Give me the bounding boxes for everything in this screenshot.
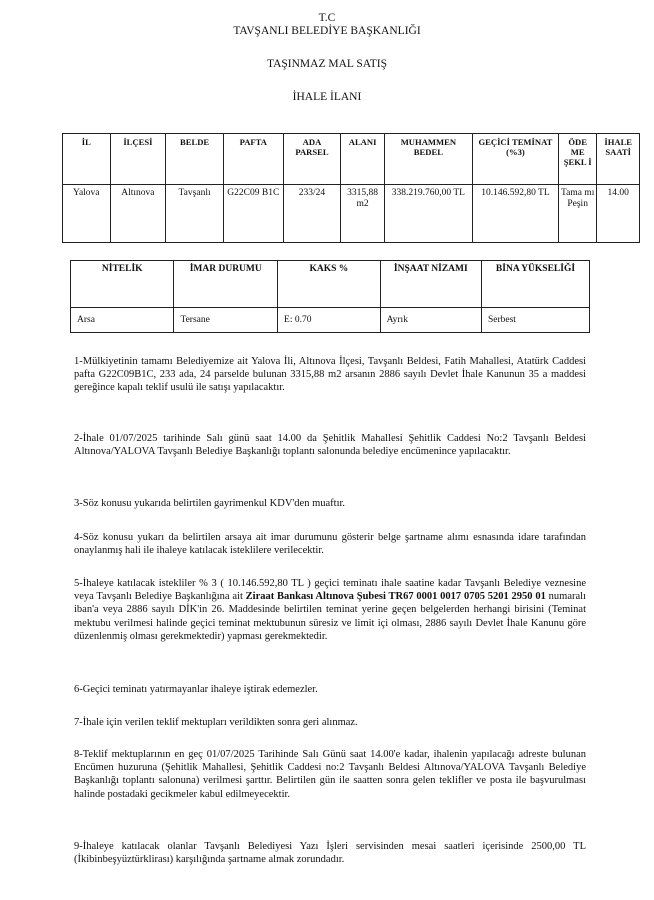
paragraph-6: 6-Geçici teminatı yatırmayanlar ihaleye iştirak edemezler. [74,684,318,695]
paragraph-9: 9-İhaleye katılacak olanlar Tavşanlı Belediyesi Yazı İşleri servisinden mesai saatleri içerisinde 2500,00 TL (İkibinbeşyüztürklirası) karşılığında şartname almak zorundadır. [74,841,586,866]
header-tc: T.C [318,12,336,24]
cell-insaat-nizami: Ayrık [380,308,481,333]
cell-muhammen-bedel: 338.219.760,00 TL [384,185,472,243]
cell-ihale-saati: 14.00 [597,185,640,243]
col-ada-parsel: ADA PARSEL [283,134,341,185]
table-row [71,308,590,333]
cell-odeme-sekli: Tama mı Peşin [558,185,596,243]
paragraph-2: 2-İhale 01/07/2025 tarihinde Salı günü saat 14.00 da Şehitlik Mahallesi Şehitlik Caddesi No:2 Tavşanlı Beldesi Altınova/YALOVA Tavşanlı Belediye Başkanlığı toplantı salonunda belediye encümenince yapılacaktır. [74,433,586,458]
cell-belde: Tavşanlı [166,185,224,243]
paragraph-8: 8-Teklif mektuplarının en geç 01/07/2025 Tarihinde Salı Günü saat 14.00'e kadar, ihalenin yapılacağı adreste bulunan Encümen huzuruna (Şehitlik Mahallesi, Şehitlik Caddesi no:2 Tavşanlı Beldesi Altınova/YALOVA Tavşanlı Belediye Başkanlığı toplantı salonuna) verilmesi şarttır. Belirtilen gün ile saatten sonra gelen teklifler ve posta ile başvurulması halinde postadaki gecikmeler kabul edilmeyecektir. [74,749,586,800]
paragraph-3: 3-Söz konusu yukarıda belirtilen gayrimenkul KDV'den muaftır. [74,498,346,509]
col-odeme-sekli: ÖDE ME ŞEKL İ [558,134,596,185]
cell-alani: 3315,88 m2 [341,185,385,243]
header-announcement: İHALE İLANI [292,91,362,103]
zoning-table [70,260,590,333]
col-belde: BELDE [166,134,224,185]
cell-bina-yuksekligi: Serbest [481,308,589,333]
paragraph-5-part-1: 5-İhaleye katılacak istekliler % 3 ( 10.146.592,80 TL ) geçici teminatı ihale saatine kadar Tavşanlı Belediye veznesine veya Tavşanlı Belediye Başkanlığına ait [74,578,586,603]
property-table-header-row [63,134,640,185]
cell-imar-durumu: Tersane [174,308,278,333]
cell-nitelik: Arsa [71,308,174,333]
bank-account-info: Ziraat Bankası Altınova Şubesi TR67 0001 0017 0705 5201 2950 01 [245,591,546,603]
col-alani: ALANI [341,134,385,185]
paragraph-5 [74,577,586,643]
col-il: İL [63,134,111,185]
cell-il: Yalova [63,185,111,243]
paragraph-7: 7-İhale için verilen teklif mektupları verildikten sonra geri alınmaz. [74,717,358,728]
col-imar-durumu: İMAR DURUMU [174,261,278,308]
col-kaks: KAKS % [278,261,381,308]
property-table [62,133,640,243]
zoning-table-header-row [71,261,590,308]
paragraph-5-part-2: numaralı iban'a veya 2886 sayılı DİK'in 26. Maddesinde belirtilen teminat yerine geçen belgelerden herhangi birisini (Teminat mektubu verilmesi halinde geçici teminat mektubunun süresiz ve limit içi olması, 2886 sayılı Devlet İhale Kanunu göre düzenlenmiş olması gerekmektedir) yapması gerekmektedir. [74,591,586,642]
col-ilce: İLÇESİ [110,134,166,185]
cell-gecici-teminat: 10.146.592,80 TL [472,185,558,243]
col-insaat-nizami: İNŞAAT NİZAMI [380,261,481,308]
cell-ada-parsel: 233/24 [283,185,341,243]
paragraph-1: 1-Mülkiyetinin tamamı Belediyemize ait Yalova İli, Altınova İlçesi, Tavşanlı Beldesi, Fatih Mahallesi, Atatürk Caddesi pafta G22C09B1C, 233 ada, 24 parselde bulunan 3315,88 m2 arsanın 2886 sayılı Devlet İhale Kanunun 35 a maddesi gereğince kapalı teklif usulü ile satışı yapılacaktır. [74,356,586,394]
header-municipality: TAVŞANLI BELEDİYE BAŞKANLIĞI [233,25,421,37]
cell-kaks: E: 0.70 [278,308,381,333]
header-subject: TAŞINMAZ MAL SATIŞ [266,58,388,70]
cell-ilce: Altınova [110,185,166,243]
paragraph-4: 4-Söz konusu yukarı da belirtilen arsaya ait imar durumunu gösterir belge şartname alımı esnasında idare tarafından onaylanmış hali ile ihaleye katılacak isteklilere verilecektir. [74,532,586,557]
col-nitelik: NİTELİK [71,261,174,308]
col-muhammen-bedel: MUHAMMEN BEDEL [384,134,472,185]
cell-pafta: G22C09 B1C [223,185,283,243]
col-gecici-teminat: GEÇİCİ TEMİNAT (%3) [472,134,558,185]
col-bina-yuksekligi: BİNA YÜKSELİĞİ [481,261,589,308]
col-ihale-saati: İHALE SAATİ [597,134,640,185]
col-pafta: PAFTA [223,134,283,185]
table-row [63,185,640,243]
